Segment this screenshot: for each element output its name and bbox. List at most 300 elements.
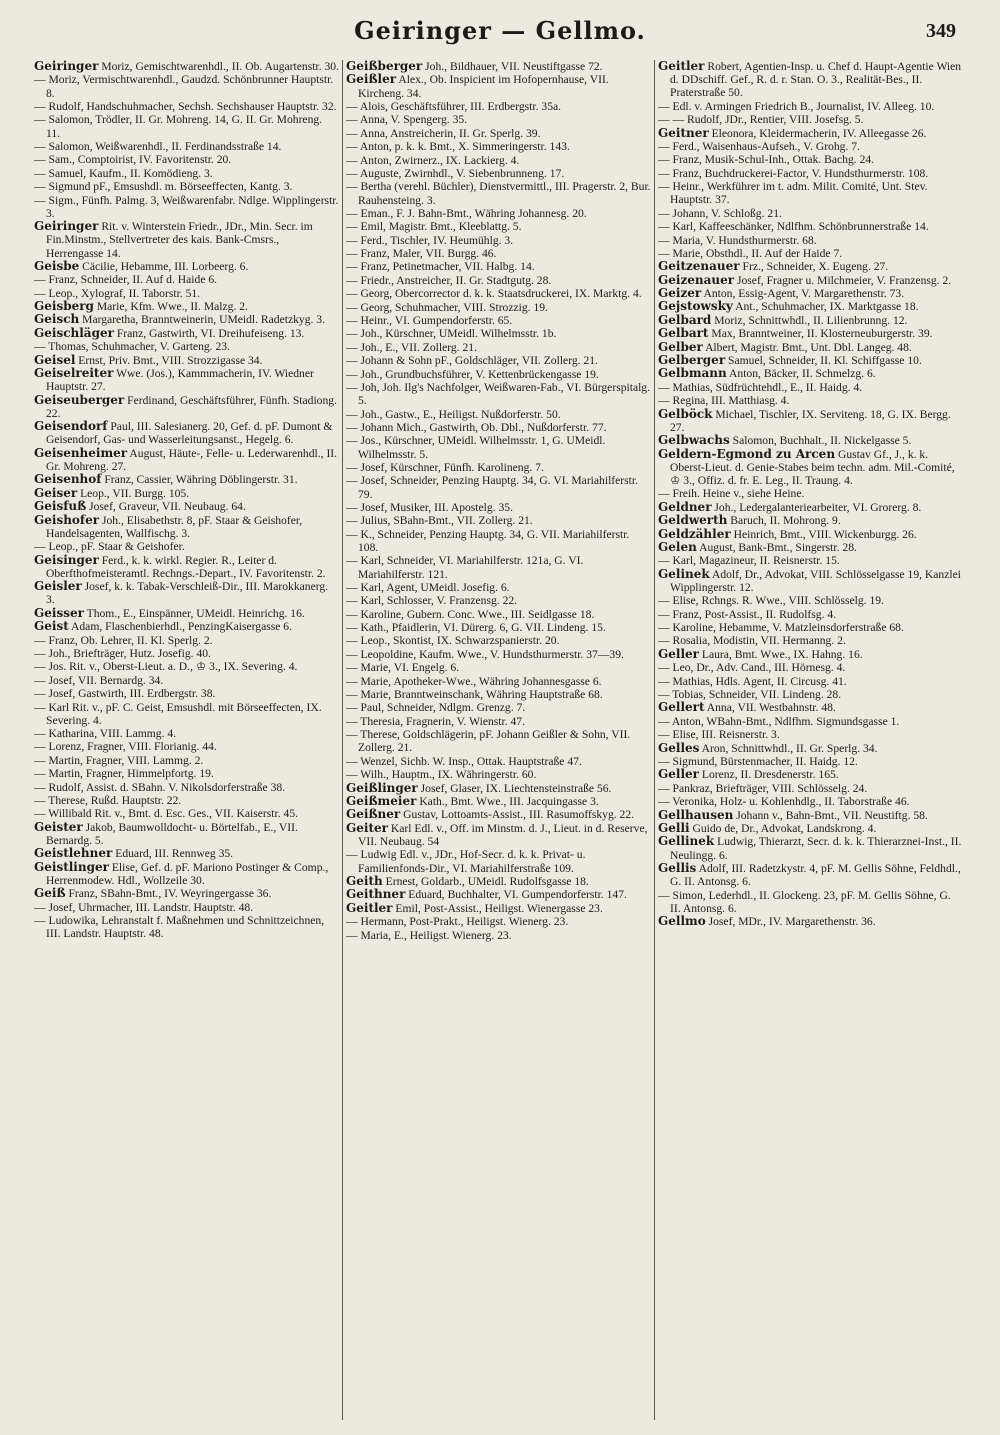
directory-entry: [658, 742, 963, 755]
directory-entry: [658, 661, 963, 674]
entry-details: — Josef, Musiker, III. Apostelg. 35.: [346, 500, 513, 514]
entry-surname: Geitner: [658, 125, 709, 140]
entry-details: — Simon, Lederhdl., II. Glockeng. 23, pF. M. Gellis Söhne, G. II. Antonsg. 6.: [658, 888, 951, 915]
entry-surname: Geisler: [34, 579, 82, 594]
entry-details: Baruch, II. Mohrong. 9.: [730, 514, 841, 528]
directory-entry: [34, 500, 339, 513]
entry-surname: Gejstowsky: [658, 299, 733, 314]
directory-entry: [658, 448, 963, 488]
directory-entry: [658, 260, 963, 273]
entry-details: — Auguste, Zwirnhdl., V. Siebenbrunneng. 17.: [346, 166, 565, 180]
entry-details: Adolf, Dr., Advokat, VIII. Schlösselgasse 19, Kanzlei Wipplingerstr. 12.: [670, 567, 961, 594]
directory-entry: [658, 220, 963, 233]
entry-surname: Geistlehner: [34, 846, 113, 861]
directory-entry: [346, 301, 651, 314]
entry-details: — Josef, Kürschner, Fünfh. Karolineng. 7.: [346, 460, 544, 474]
entry-details: — Franz, Post-Assist., II. Rudolfsg. 4.: [658, 607, 837, 621]
directory-entry: [346, 755, 651, 768]
entry-details: Frz., Schneider, X. Eugeng. 27.: [742, 260, 889, 274]
entry-surname: Gelberger: [658, 353, 726, 368]
entry-details: — Martin, Fragner, Himmelpfortg. 19.: [34, 767, 214, 781]
directory-entry: [658, 434, 963, 447]
directory-entry: [658, 153, 963, 166]
entry-details: Lorenz, II. Dresdenerstr. 165.: [701, 768, 839, 782]
entry-details: Rit. v. Winterstein Friedr., JDr., Min. Secr. im Fin.Minstm., Stellvertreter des kais. Bank-Cmsrs., Herrengasse 14.: [46, 220, 313, 260]
entry-details: — Salomon, Weißwarenhdl., II. Ferdinandsstraße 14.: [34, 139, 282, 153]
directory-entry: [34, 727, 339, 740]
entry-surname: Geistlinger: [34, 859, 109, 874]
directory-entry: [658, 501, 963, 514]
directory-entry: [34, 580, 339, 606]
directory-entry: [34, 901, 339, 914]
entry-details: — Ferd., Waisenhaus-Aufseh., V. Grohg. 7.: [658, 139, 860, 153]
entry-details: Joh., Ledergalanteriearbeiter, VI. Grorerg. 8.: [714, 500, 922, 514]
entry-surname: Geiseuberger: [34, 392, 125, 407]
directory-entry: [658, 621, 963, 634]
directory-entry: [34, 767, 339, 780]
entry-details: — Marie, Obsthdl., II. Auf der Haide 7.: [658, 246, 843, 260]
entry-surname: Geisenhof: [34, 472, 102, 487]
entry-details: — Therese, Rußd. Hauptstr. 22.: [34, 794, 182, 808]
entry-details: — Sigmund pF., Emsushdl. m. Börseeffecten, Kantg. 3.: [34, 180, 293, 194]
directory-entry: [346, 581, 651, 594]
page-title: Geiringer — Gellmo.: [354, 16, 646, 45]
directory-entry: [346, 180, 651, 206]
directory-entry: [346, 421, 651, 434]
directory-entry: [34, 660, 339, 673]
entry-surname: Gellmo: [658, 914, 706, 929]
directory-entry: [658, 528, 963, 541]
column-divider: [342, 60, 343, 1420]
entry-surname: Geisser: [34, 605, 84, 620]
entry-details: — Paul, Schneider, Ndlgm. Grenzg. 7.: [346, 701, 526, 715]
directory-entry: [658, 554, 963, 567]
entry-details: Emil, Post-Assist., Heiligst. Wienergasse 23.: [395, 901, 603, 915]
page-number: 349: [926, 20, 956, 42]
entry-details: Joh., Elisabethstr. 8, pF. Staar & Geishofer, Handelsagenten, Wallfischg. 3.: [46, 513, 303, 540]
directory-entry: [34, 300, 339, 313]
entry-surname: Gelinek: [658, 566, 710, 581]
entry-details: — Joh., Grundbuchsführer, V. Kettenbrückengasse 19.: [346, 367, 599, 381]
directory-entry: [346, 888, 651, 901]
directory-entry: [34, 634, 339, 647]
directory-entry: [658, 300, 963, 313]
entry-details: — Thomas, Schuhmacher, V. Garteng. 23.: [34, 340, 230, 354]
directory-entry: [346, 327, 651, 340]
entry-details: Gustav, Lottoamts-Assist., III. Rasumoffskyg. 22.: [403, 808, 635, 822]
entry-details: — Karl Rit. v., pF. C. Geist, Emsushdl. mit Börseeffecten, IX. Severing. 4.: [34, 700, 322, 727]
entry-details: Ferd., k. k. wirkl. Regier. R., Leiter d. Oberfthofmeisteramtl. Rechngs.-Depart., IV. Favoritenstr. 2.: [46, 553, 326, 580]
entry-details: — Elise, III. Reisnerstr. 3.: [658, 728, 780, 742]
directory-entry: [658, 795, 963, 808]
entry-details: Josef, MDr., IV. Margarethenstr. 36.: [708, 915, 876, 929]
entry-details: — Franz, Musik-Schul-Inh., Ottak. Bachg. 24.: [658, 153, 875, 167]
entry-surname: Geist: [34, 619, 69, 634]
entry-details: — Ludowika, Lehranstalt f. Maßnehmen und Schnittzeichnen, III. Landstr. Hauptstr. 48.: [34, 914, 325, 941]
entry-details: Laura, Bmt. Wwe., IX. Hahng. 16.: [701, 647, 863, 661]
entry-details: — Franz, Schneider, II. Auf d. Haide 6.: [34, 273, 218, 287]
entry-surname: Geiß: [34, 886, 66, 901]
entry-details: — — Rudolf, JDr., Rentier, VIII. Josefsg. 5.: [658, 113, 864, 127]
entry-surname: Geitzenauer: [658, 259, 740, 274]
entry-details: Joh., Bildhauer, VII. Neustiftgasse 72.: [425, 60, 603, 73]
entry-surname: Geiringer: [34, 60, 99, 73]
entry-details: — Sigm., Fünfh. Palmg. 3, Weißwarenfabr. Ndlge. Wipplingerstr. 3.: [34, 193, 339, 220]
directory-entry: [34, 847, 339, 860]
entry-surname: Geisberg: [34, 299, 94, 314]
directory-entry: [658, 167, 963, 180]
directory-entry: [658, 568, 963, 594]
entry-details: — Joh., E., VII. Zollerg. 21.: [346, 340, 477, 354]
entry-details: — Anton, WBahn-Bmt., Ndlfhm. Sigmundsgasse 1.: [658, 714, 900, 728]
entry-details: — Moriz, Vermischtwarenhdl., Gaudzd. Schönbrunner Hauptstr. 8.: [34, 73, 334, 100]
entry-details: — Johann Mich., Gastwirth, Ob. Dbl., Nußdorferstr. 77.: [346, 420, 607, 434]
directory-entry: [346, 354, 651, 367]
entry-details: Franz, SBahn-Bmt., IV. Weyringergasse 36.: [68, 887, 272, 901]
entry-details: Marie, Kfm. Wwe., II. Malzg. 2.: [96, 300, 248, 314]
directory-entry: [346, 140, 651, 153]
entry-surname: Geiser: [34, 485, 78, 500]
entry-details: Albert, Magistr. Bmt., Unt. Dbl. Langeg. 48.: [705, 340, 912, 354]
entry-surname: Geller: [658, 646, 699, 661]
entry-details: — Johann, V. Schloßg. 21.: [658, 206, 782, 220]
entry-details: Samuel, Schneider, II. Kl. Schiffgasse 10.: [728, 354, 922, 368]
directory-entry: [346, 220, 651, 233]
directory-entry: [658, 889, 963, 915]
entry-surname: Geißner: [346, 807, 401, 822]
directory-entry: [346, 875, 651, 888]
directory-entry: [658, 100, 963, 113]
directory-entry: [346, 648, 651, 661]
entry-surname: Geitler: [346, 900, 393, 915]
entry-surname: Gelen: [658, 539, 697, 554]
entry-details: — Jos. Rit. v., Oberst-Lieut. a. D., ♔ 3., IX. Severing. 4.: [34, 660, 298, 674]
column-divider: [654, 60, 655, 1420]
entry-details: — Rudolf, Handschuhmacher, Sechsh. Sechshauser Hauptstr. 32.: [34, 99, 337, 113]
entry-details: Aron, Schnittwhdl., II. Gr. Sperlg. 34.: [701, 741, 878, 755]
directory-entry: [34, 514, 339, 540]
directory-entry: [34, 674, 339, 687]
entry-details: — Edl. v. Armingen Friedrich B., Journalist, IV. Alleeg. 10.: [658, 99, 935, 113]
directory-entry: [34, 313, 339, 326]
entry-surname: Geisch: [34, 312, 80, 327]
directory-entry: [658, 715, 963, 728]
entry-details: — Rosalia, Modistin, VII. Hermanng. 2.: [658, 634, 846, 648]
directory-entry: [346, 234, 651, 247]
directory-entry: [346, 782, 651, 795]
entry-details: — Jos., Kürschner, UMeidl. Wilhelmsstr. 1, G. UMeidl. Wilhelmsstr. 5.: [346, 434, 606, 461]
directory-entry: [346, 608, 651, 621]
entry-surname: Geiringer: [34, 219, 99, 234]
directory-entry: [34, 861, 339, 887]
entry-details: — Alois, Geschäftsführer, III. Erdbergstr. 35a.: [346, 99, 562, 113]
directory-entry: [34, 740, 339, 753]
directory-entry: [658, 408, 963, 434]
directory-entry: [346, 688, 651, 701]
directory-entry: [346, 902, 651, 915]
directory-entry: [346, 929, 651, 942]
entry-details: — Heinr., VI. Gumpendorferstr. 65.: [346, 314, 513, 328]
entry-details: — Leop., Skontist, IX. Schwarzspanierstr. 20.: [346, 634, 560, 648]
directory-entry: [346, 73, 651, 99]
directory-entry: [346, 287, 651, 300]
entry-surname: Geißberger: [346, 60, 423, 73]
entry-details: Ludwig, Thierarzt, Secr. d. k. k. Thierarznei-Inst., II. Neulingg. 6.: [670, 835, 962, 862]
entry-details: Johann v., Bahn-Bmt., VII. Neustiftg. 58.: [736, 808, 928, 822]
directory-entry: [34, 701, 339, 727]
directory-entry: [658, 234, 963, 247]
entry-details: — Karl, Schneider, VI. Mariahilferstr. 121a, G. VI. Mariahilferstr. 121.: [346, 554, 584, 581]
directory-entry: [658, 487, 963, 500]
entry-details: — Julius, SBahn-Bmt., VII. Zollerg. 21.: [346, 514, 533, 528]
directory-entry: [658, 648, 963, 661]
entry-surname: Gelbart: [658, 326, 709, 341]
directory-entry: [658, 140, 963, 153]
entry-details: — Elise, Rchngs. R. Wwe., VIII. Schlösselg. 19.: [658, 594, 884, 608]
entry-surname: Geisinger: [34, 552, 99, 567]
directory-entry: [34, 794, 339, 807]
entry-details: — Theresia, Fragnerin, V. Wienstr. 47.: [346, 714, 525, 728]
directory-entry: [658, 822, 963, 835]
entry-details: — Anna, V. Spengerg. 35.: [346, 113, 468, 127]
directory-entry: [658, 180, 963, 206]
directory-entry: [658, 113, 963, 126]
entry-details: — Karoline, Hebamme, V. Matzleinsdorferstraße 68.: [658, 621, 904, 635]
entry-surname: Geisendorf: [34, 419, 108, 434]
directory-entry: [34, 607, 339, 620]
entry-details: — Katharina, VIII. Lammg. 4.: [34, 727, 177, 741]
entry-details: Eduard, III. Rennweg 35.: [115, 847, 234, 861]
entry-surname: Geißlinger: [346, 780, 418, 795]
entry-details: — Johann & Sohn pF., Goldschläger, VII. Zollerg. 21.: [346, 354, 598, 368]
directory-entry: [34, 180, 339, 193]
directory-entry: [658, 755, 963, 768]
directory-entry: [658, 768, 963, 781]
directory-entry: [346, 60, 651, 73]
directory-entry: [658, 127, 963, 140]
entry-details: Josef, k. k. Tabak-Verschleiß-Dir., III. Marokkanerg. 3.: [46, 580, 329, 607]
entry-details: — Mathias, Hdls. Agent, II. Circusg. 41.: [658, 674, 847, 688]
entry-details: — Karl, Schlosser, V. Franzensg. 22.: [346, 594, 518, 608]
entry-details: Franz, Gastwirth, VI. Dreihufeiseng. 13.: [116, 326, 305, 340]
entry-details: Eduard, Buchhalter, VI. Gumpendorferstr. 147.: [408, 888, 627, 902]
directory-entry: [34, 887, 339, 900]
entry-details: — Wenzel, Sichb. W. Insp., Ottak. Hauptstraße 47.: [346, 754, 582, 768]
directory-entry: [658, 394, 963, 407]
entry-surname: Gellis: [658, 860, 697, 875]
entry-details: — Georg, Schuhmacher, VIII. Strozzig. 19.: [346, 300, 548, 314]
entry-details: Margaretha, Branntweinerin, UMeidl. Radetzkyg. 3.: [82, 313, 326, 327]
directory-entry: [346, 701, 651, 714]
entry-surname: Geldner: [658, 499, 712, 514]
entry-surname: Geithner: [346, 887, 406, 902]
entry-surname: Geißmeier: [346, 793, 417, 808]
directory-entry: [658, 514, 963, 527]
directory-entry: [34, 60, 339, 73]
entry-surname: Geldzähler: [658, 526, 731, 541]
entry-details: August, Häute-, Felle- u. Lederwarenhdl., II. Gr. Mohreng. 27.: [46, 446, 338, 474]
entry-details: — Veronika, Holz- u. Kohlenhdlg., II. Taborstraße 46.: [658, 795, 910, 809]
entry-details: — Martin, Fragner, VIII. Lammg. 2.: [34, 753, 204, 767]
entry-surname: Gelles: [658, 740, 700, 755]
entry-details: Moriz, Schnittwhdl., II. Lilienbrunng. 12.: [714, 313, 908, 327]
entry-details: Leop., VII. Burgg. 105.: [80, 486, 190, 500]
directory-entry: [346, 474, 651, 500]
entry-details: — Leop., pF. Staar & Geishofer.: [34, 540, 185, 554]
entry-details: — Karl, Agent, UMeidl. Josefig. 6.: [346, 580, 510, 594]
entry-details: Anton, Essig-Agent, V. Margarethenstr. 73.: [703, 287, 905, 301]
directory-entry: [346, 795, 651, 808]
directory-entry: [346, 768, 651, 781]
entry-details: — Sam., Comptoirist, IV. Favoritenstr. 20.: [34, 153, 232, 167]
entry-surname: Gelböck: [658, 406, 713, 421]
directory-entry: [658, 634, 963, 647]
entry-details: — Josef, Uhrmacher, III. Landstr. Hauptstr. 48.: [34, 900, 254, 914]
directory-entry: [346, 434, 651, 460]
directory-entry: [34, 100, 339, 113]
directory-entry: [34, 687, 339, 700]
directory-entry: [658, 327, 963, 340]
directory-entry: [346, 501, 651, 514]
entry-details: Moriz, Gemischtwarenhdl., II. Ob. Augartenstr. 30.: [101, 60, 339, 73]
directory-entry: [658, 594, 963, 607]
directory-entry: [34, 194, 339, 220]
directory-entry: [34, 554, 339, 580]
entry-details: Robert, Agentien-Insp. u. Chef d. Haupt-Agentie Wien d. DDschiff. Gef., R. d. r. Stan. O. 3., Realität-Bes., II. Praterstraße 50.: [670, 60, 962, 100]
entry-details: — Pankraz, Briefträger, VIII. Schlösselg. 24.: [658, 781, 868, 795]
directory-entry: [346, 113, 651, 126]
directory-entry: [34, 487, 339, 500]
entry-details: Anna, VII. Westbahnstr. 48.: [706, 701, 836, 715]
entry-details: — Karl, Kaffeeschänker, Ndlfhm. Schönbrunnerstraße 14.: [658, 220, 929, 234]
directory-entry: [34, 273, 339, 286]
entry-details: — Karoline, Gubern. Conc. Wwe., III. Seidlgasse 18.: [346, 607, 595, 621]
entry-details: Jakob, Baumwolldocht- u. Börtelfab., E., VII. Bernardg. 5.: [46, 820, 298, 848]
entry-details: — Regina, III. Matthiasg. 4.: [658, 394, 790, 408]
column-3: [658, 60, 963, 1420]
directory-entry: [346, 621, 651, 634]
directory-entry: [346, 808, 651, 821]
directory-entry: [34, 781, 339, 794]
entry-details: — Leo, Dr., Adv. Cand., III. Hörnesg. 4.: [658, 661, 846, 675]
directory-entry: [346, 100, 651, 113]
directory-entry: [34, 914, 339, 940]
directory-entry: [34, 540, 339, 553]
entry-details: Ant., Schuhmacher, IX. Marktgasse 18.: [735, 300, 919, 314]
entry-details: — Marie, Apotheker-Wwe., Währing Johannesgasse 6.: [346, 674, 602, 688]
entry-surname: Geister: [34, 819, 83, 834]
directory-entry: [658, 728, 963, 741]
entry-details: Guido de, Dr., Advokat, Landskrong. 4.: [692, 821, 877, 835]
entry-surname: Geitler: [658, 60, 705, 73]
entry-details: August, Bank-Bmt., Singerstr. 28.: [699, 540, 857, 554]
entry-details: — Freih. Heine v., siehe Heine.: [658, 487, 805, 501]
directory-entry: [346, 661, 651, 674]
entry-surname: Geisenheimer: [34, 445, 128, 460]
entry-surname: Geldwerth: [658, 513, 728, 528]
entry-details: Thom., E., Einspänner, UMeidl. Heinrichg. 16.: [86, 606, 305, 620]
entry-details: — Maria, V. Hundsthurmerstr. 68.: [658, 233, 817, 247]
entry-details: — Joh., Kürschner, UMeidl. Wilhelmsstr. 1b.: [346, 327, 557, 341]
entry-details: — Joh., Gastw., E., Heiligst. Nußdorferstr. 50.: [346, 407, 561, 421]
entry-details: — Anton, Zwirnerz., IX. Lackierg. 4.: [346, 153, 520, 167]
entry-details: — Mathias, Südfrüchtehdl., E., II. Haidg. 4.: [658, 380, 863, 394]
directory-entry: [658, 862, 963, 888]
entry-details: — Bertha (verehl. Büchler), Dienstvermittl., III. Pragerstr. 2, Bur. Rauhensteing. 3.: [346, 180, 651, 207]
directory-entry: [34, 113, 339, 139]
entry-details: Josef, Fragner u. Milchmeier, V. Franzensg. 2.: [736, 273, 952, 287]
entry-surname: Geith: [346, 873, 383, 888]
directory-entry: [34, 447, 339, 473]
entry-details: Franz, Cassier, Währing Döblingerstr. 31.: [104, 473, 298, 487]
entry-details: — Emil, Magistr. Bmt., Kleeblattg. 5.: [346, 220, 522, 234]
directory-entry: [346, 314, 651, 327]
entry-details: — Lorenz, Fragner, VIII. Florianig. 44.: [34, 740, 217, 754]
directory-entry: [658, 608, 963, 621]
entry-details: Michael, Tischler, IX. Serviteng. 18, G. IX. Bergg. 27.: [670, 407, 951, 434]
directory-entry: [346, 728, 651, 754]
directory-entry: [658, 274, 963, 287]
entry-details: — Willibald Rit. v., Bmt. d. Esc. Ges., VII. Kaiserstr. 45.: [34, 807, 299, 821]
directory-entry: [658, 701, 963, 714]
directory-entry: [346, 715, 651, 728]
entry-details: Salomon, Buchhalt., II. Nickelgasse 5.: [732, 434, 912, 448]
columns: [34, 60, 964, 1420]
entry-details: — Rudolf, Assist. d. SBahn. V. Nikolsdorferstraße 38.: [34, 780, 286, 794]
entry-details: Josef, Graveur, VII. Neubaug. 64.: [89, 500, 246, 514]
directory-entry: [658, 60, 963, 100]
directory-entry: [34, 220, 339, 260]
entry-details: — Kath., Pfaidlerin, VI. Dürerg. 6, G. VII. Lindeng. 15.: [346, 621, 606, 635]
directory-entry: [658, 341, 963, 354]
entry-surname: Gelbard: [658, 312, 712, 327]
entry-details: — Eman., F. J. Bahn-Bmt., Währing Johannesg. 20.: [346, 206, 587, 220]
directory-entry: [34, 340, 339, 353]
entry-details: Karl Edl. v., Off. im Minstm. d. J., Lieut. in d. Reserve, VII. Neubaug. 54: [358, 821, 648, 848]
directory-entry: [34, 140, 339, 153]
directory-entry: [658, 809, 963, 822]
directory-entry: [658, 675, 963, 688]
entry-surname: Geizenauer: [658, 272, 735, 287]
directory-entry: [346, 554, 651, 580]
directory-entry: [346, 274, 651, 287]
entry-details: — Tobias, Schneider, VII. Lindeng. 28.: [658, 688, 842, 702]
entry-details: — Franz, Buchdruckerei-Factor, V. Hundsthurmerstr. 108.: [658, 166, 929, 180]
entry-surname: Geishofer: [34, 512, 100, 527]
entry-details: Heinrich, Bmt., VIII. Wickenburgg. 26.: [733, 527, 917, 541]
entry-details: — Friedr., Anstreicher, II. Gr. Stadtgutg. 28.: [346, 273, 552, 287]
entry-surname: Geisbe: [34, 258, 80, 273]
directory-entry: [346, 528, 651, 554]
entry-details: Josef, Glaser, IX. Liechtensteinstraße 56.: [420, 781, 612, 795]
entry-details: Ernst, Priv. Bmt., VIII. Strozzigasse 34.: [78, 353, 263, 367]
directory-entry: [34, 354, 339, 367]
directory-entry: [658, 688, 963, 701]
directory-entry: [658, 314, 963, 327]
entry-details: Cäcilie, Hebamme, III. Lorbeerg. 6.: [82, 259, 249, 273]
entry-details: — Hermann, Post-Prakt., Heiligst. Wienerg. 23.: [346, 915, 569, 929]
entry-details: — Wilh., Hauptm., IX. Währingerstr. 60.: [346, 768, 537, 782]
page-header: [0, 14, 1000, 58]
directory-entry: [34, 754, 339, 767]
column-1: [34, 60, 339, 1420]
entry-details: — Karl, Magazineur, II. Reisnerstr. 15.: [658, 554, 840, 568]
entry-details: — Sigmund, Bürstenmacher, II. Haidg. 12.: [658, 755, 858, 768]
directory-entry: [34, 287, 339, 300]
directory-entry: [658, 381, 963, 394]
entry-details: Paul, III. Salesianerg. 20, Gef. d. pF. Dumont & Geisendorf, Gas- und Wasserleitungsanst., Hegelg. 6.: [46, 420, 333, 447]
entry-surname: Geiselreiter: [34, 366, 114, 381]
